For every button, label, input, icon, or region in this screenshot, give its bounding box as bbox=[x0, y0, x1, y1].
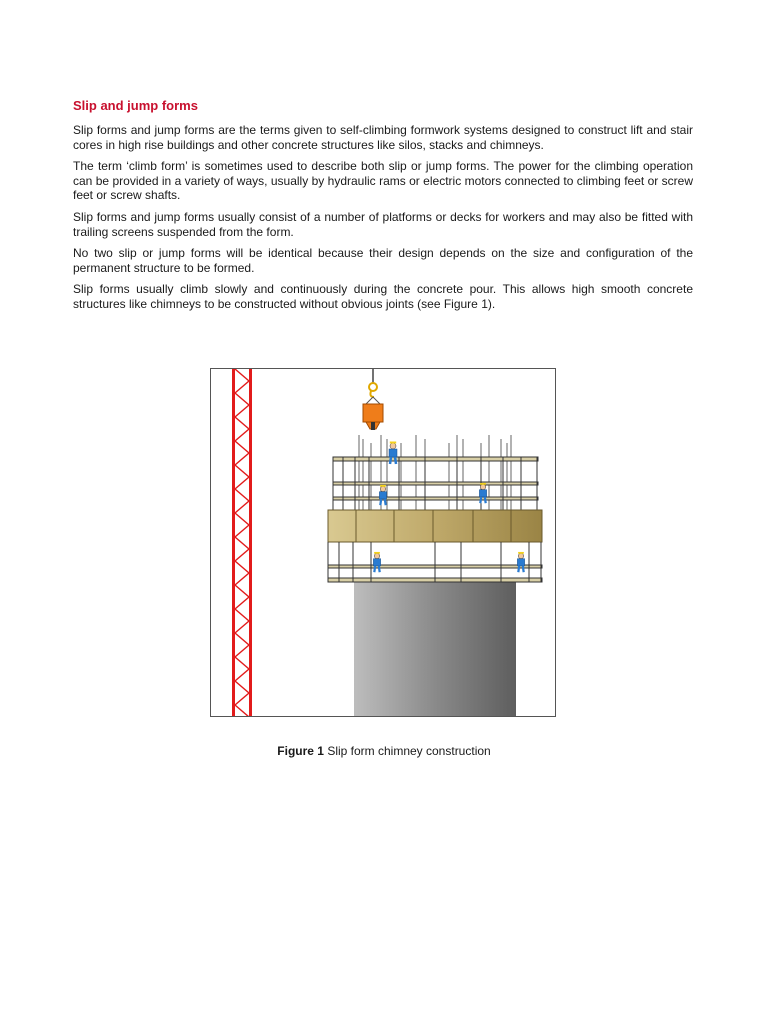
document-body bbox=[73, 98, 693, 319]
crane-hook-bucket bbox=[363, 369, 383, 430]
paragraph-3: Slip forms and jump forms usually consist of a number of platforms or decks for workers and may also be fitted with trailing screens suspended from the form. bbox=[73, 209, 693, 239]
paragraph-2: The term ‘climb form’ is sometimes used to describe both slip or jump forms. The power for the climbing operation can be provided in a variety of ways, usually by hydraulic rams or electric motors connected to climbing feet or screw feet or screw shafts. bbox=[73, 159, 693, 203]
section-heading: Slip and jump forms bbox=[73, 98, 198, 113]
figure-label: Figure 1 bbox=[277, 744, 324, 758]
lower-scaffold bbox=[328, 542, 542, 582]
paragraph-1: Slip forms and jump forms are the terms given to self-climbing formwork systems designed to construct lift and stair cores in high rise buildings and other concrete structures like silos, stacks and chimneys. bbox=[73, 123, 693, 152]
formwork-ring bbox=[328, 510, 542, 542]
slip-form-chimney-drawing bbox=[211, 369, 555, 716]
crane-mast bbox=[232, 369, 252, 716]
figure-caption bbox=[0, 744, 768, 758]
paragraph-5: Slip forms usually climb slowly and continuously during the concrete pour. This allows high smooth concrete structures like chimneys to be constructed without obvious joints (see Figure 1). bbox=[73, 282, 693, 311]
chimney-shaft bbox=[354, 581, 516, 716]
worker-figure bbox=[379, 485, 386, 505]
worker-figure bbox=[373, 552, 380, 572]
figure-caption-text: Slip form chimney construction bbox=[327, 744, 491, 758]
figure-1-illustration bbox=[210, 368, 556, 717]
paragraph-4: No two slip or jump forms will be identical because their design depends on the size and configuration of the permanent structure to be formed. bbox=[73, 246, 693, 275]
worker-figure bbox=[517, 552, 524, 572]
